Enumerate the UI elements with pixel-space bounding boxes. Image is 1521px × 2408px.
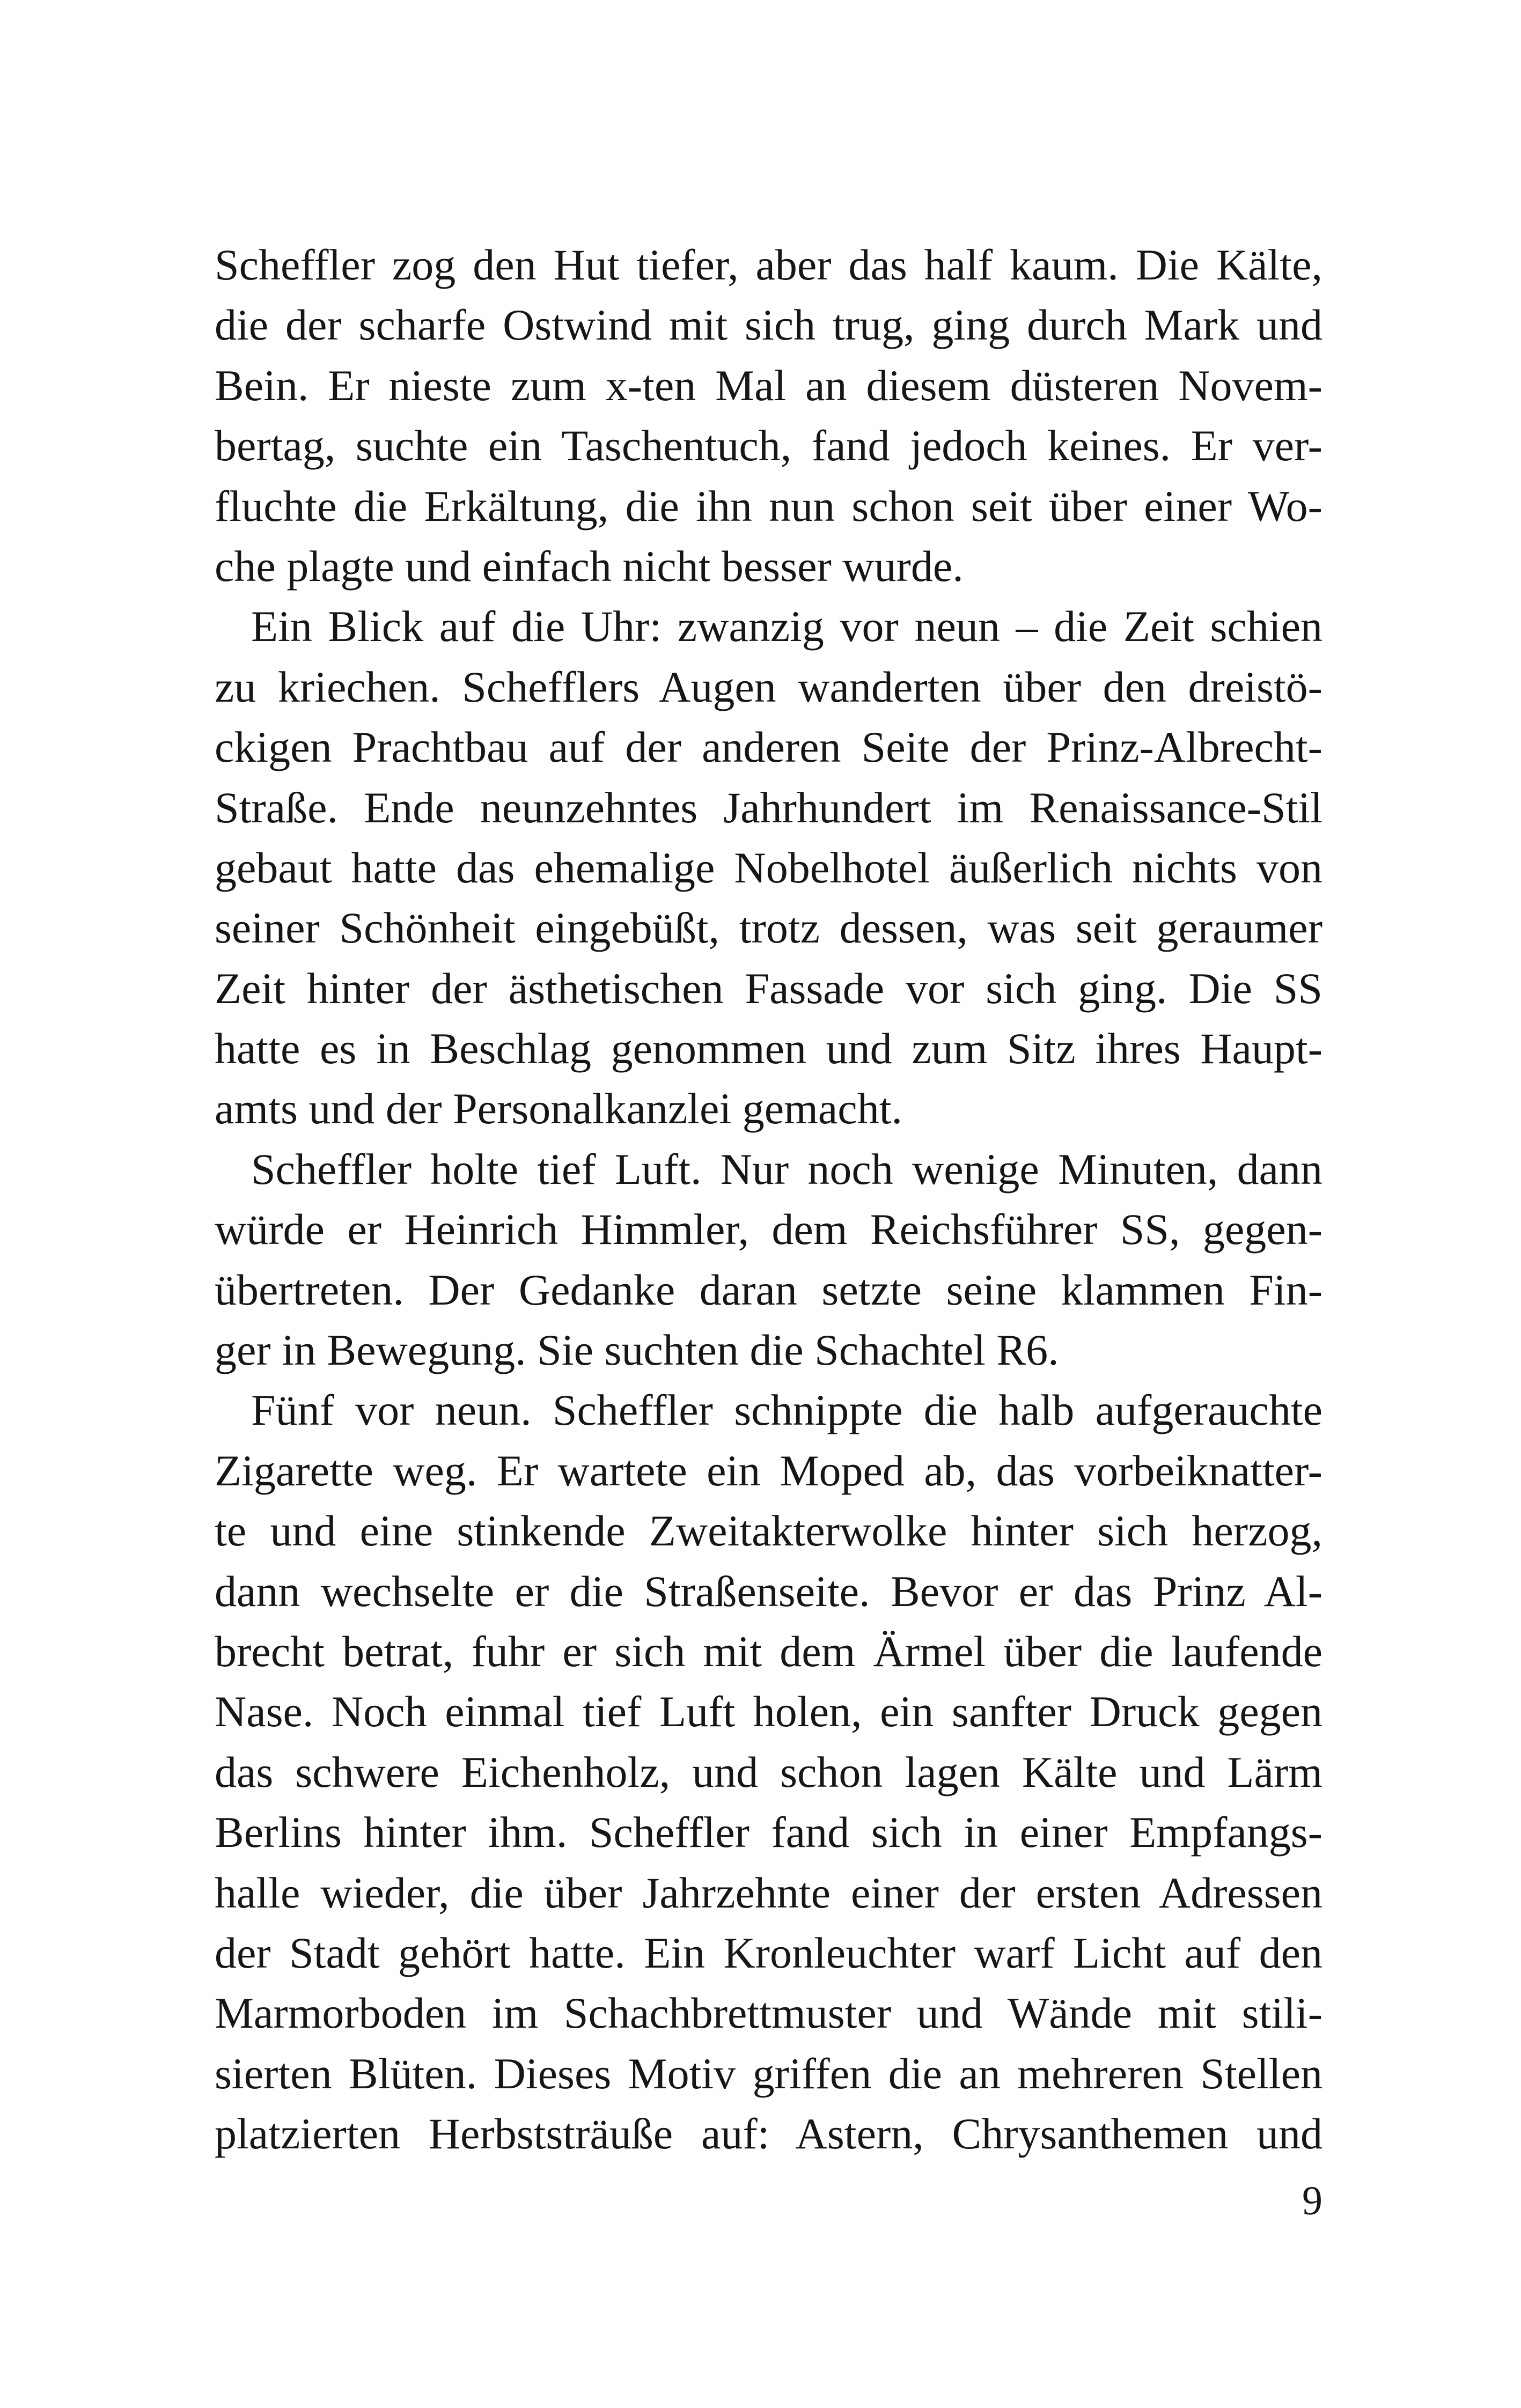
text-line: Zeit hinter der ästhetischen Fassade vor sich ging. Die SS bbox=[215, 963, 1322, 1013]
text-line: das schwere Eichenholz, und schon lagen Kälte und Lärm bbox=[215, 1747, 1322, 1796]
text-line: dann wechselte er die Straßenseite. Bevor er das Prinz Al- bbox=[215, 1566, 1322, 1616]
text-line: ckigen Prachtbau auf der anderen Seite der Prinz-Albrecht- bbox=[215, 723, 1322, 772]
text-line: die der scharfe Ostwind mit sich trug, ging durch Mark und bbox=[215, 300, 1322, 350]
text-line: platzierten Herbststräuße auf: Astern, Chrysanthemen und bbox=[215, 2109, 1322, 2159]
text-line: gebaut hatte das ehemalige Nobelhotel äußerlich nichts von bbox=[215, 843, 1322, 892]
text-line: würde er Heinrich Himmler, dem Reichsführer SS, gegen- bbox=[215, 1205, 1322, 1254]
text-line: brecht betrat, fuhr er sich mit dem Ärmel über die laufende bbox=[215, 1626, 1322, 1676]
text-line: amts und der Personalkanzlei gemacht. bbox=[215, 1084, 902, 1133]
text-line: che plagte und einfach nicht besser wurde. bbox=[215, 541, 964, 591]
text-line: Scheffler zog den Hut tiefer, aber das half kaum. Die Kälte, bbox=[215, 240, 1322, 289]
text-line: Straße. Ende neunzehntes Jahrhundert im Renaissance-Stil bbox=[215, 783, 1322, 832]
text-line: seiner Schönheit eingebüßt, trotz dessen, was seit geraumer bbox=[215, 903, 1322, 953]
text-line: halle wieder, die über Jahrzehnte einer der ersten Adressen bbox=[215, 1868, 1322, 1917]
text-line: bertag, suchte ein Taschentuch, fand jedoch keines. Er ver- bbox=[215, 421, 1322, 470]
page-number: 9 bbox=[1302, 2178, 1322, 2223]
text-line: übertreten. Der Gedanke daran setzte seine klammen Fin- bbox=[215, 1265, 1322, 1314]
text-line: Berlins hinter ihm. Scheffler fand sich in einer Empfangs- bbox=[215, 1808, 1322, 1857]
text-line: ger in Bewegung. Sie suchten die Schachtel R6. bbox=[215, 1325, 1059, 1375]
text-line: te und eine stinkende Zweitakterwolke hinter sich herzog, bbox=[215, 1506, 1322, 1556]
text-line: fluchte die Erkältung, die ihn nun schon seit über einer Wo- bbox=[215, 481, 1322, 531]
text-line: zu kriechen. Schefflers Augen wanderten über den dreistö- bbox=[215, 662, 1322, 711]
text-line: Fünf vor neun. Scheffler schnippte die halb aufgerauchte bbox=[251, 1386, 1322, 1435]
text-line: Ein Blick auf die Uhr: zwanzig vor neun – die Zeit schien bbox=[251, 602, 1322, 651]
text-line: sierten Blüten. Dieses Motiv griffen die an mehreren Stellen bbox=[215, 2049, 1322, 2098]
text-line: Scheffler holte tief Luft. Nur noch wenige Minuten, dann bbox=[251, 1144, 1322, 1194]
body-text bbox=[215, 235, 1322, 2164]
text-line: Bein. Er nieste zum x-ten Mal an diesem düsteren Novem- bbox=[215, 360, 1322, 410]
text-line: hatte es in Beschlag genommen und zum Sitz ihres Haupt- bbox=[215, 1024, 1322, 1073]
text-line: Nase. Noch einmal tief Luft holen, ein sanfter Druck gegen bbox=[215, 1687, 1322, 1736]
text-line: Zigarette weg. Er wartete ein Moped ab, das vorbeiknatter- bbox=[215, 1446, 1322, 1495]
text-line: der Stadt gehört hatte. Ein Kronleuchter warf Licht auf den bbox=[215, 1928, 1322, 1977]
text-line: Marmorboden im Schachbrettmuster und Wände mit stili- bbox=[215, 1989, 1322, 2038]
